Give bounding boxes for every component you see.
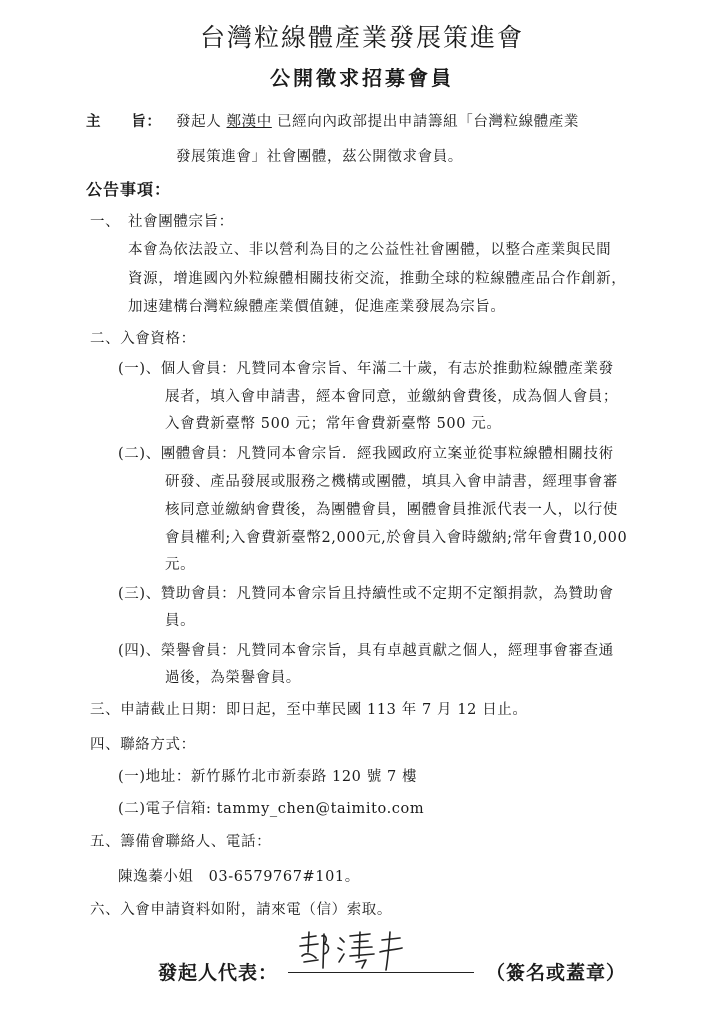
page-subtitle: 公開徵求招募會員 (270, 66, 454, 90)
member-type-line: 入會費新臺幣 500 元；常年會費新臺幣 500 元。 (165, 416, 502, 432)
notice-heading: 公告事項： (86, 180, 172, 199)
member-type-line: 員。 (165, 613, 196, 629)
contact-address: (一)地址：新竹縣竹北市新泰路 120 號 7 樓 (118, 769, 418, 785)
signature-note: （簽名或蓋章） (486, 962, 627, 984)
member-type-line: 核同意並繳納會費後，為團體會員，團體會員推派代表一人，以行使 (165, 502, 618, 518)
section-3-deadline: 三、申請截止日期：即日起，至中華民國 113 年 7 月 12 日止。 (90, 702, 528, 718)
member-type-line: 展者，填入會申請書，經本會同意，並繳納會費後，成為個人會員； (165, 389, 618, 405)
purpose-suffix: 已經向內政部提出申請籌組「台灣粒線體產業 (271, 114, 580, 130)
page-title: 台灣粒線體產業發展策進會 (199, 23, 524, 52)
member-type-line: 元。 (165, 557, 196, 573)
handwritten-signature (296, 928, 406, 972)
section-4-heading: 四、聯絡方式： (90, 737, 196, 753)
contact-person: 陳逸蓁小姐 03-6579767#101。 (118, 869, 360, 885)
section-1-line: 資源，增進國內外粒線體相關技術交流，推動全球的粒線體產品合作創新， (128, 271, 627, 287)
section-1-line: 加速建構台灣粒線體產業價值鏈，促進產業發展為宗旨。 (128, 299, 506, 315)
purpose-prefix: 發起人 (176, 114, 227, 130)
member-type-line: (二)、團體會員：凡贊同本會宗旨．經我國政府立案並從事粒線體相關技術 (118, 446, 614, 462)
purpose-label: 主 旨： (86, 113, 162, 130)
signature-line (288, 972, 474, 973)
contact-email: (二)電子信箱: tammy_chen@taimito.com (118, 801, 425, 817)
section-5-heading: 五、籌備會聯絡人、電話： (90, 834, 272, 850)
member-type-line: 過後，為榮譽會員。 (165, 670, 301, 686)
representative-label: 發起人代表： (158, 962, 279, 984)
member-type-line: 研發、產品發展或服務之機構或團體，填具入會申請書，經理事會審 (165, 474, 618, 490)
member-type-line: (一)、個人會員：凡贊同本會宗旨、年滿二十歲，有志於推動粒線體產業發 (118, 361, 614, 377)
section-6-note: 六、入會申請資料如附，請來電（信）索取。 (90, 902, 392, 918)
member-type-line: 會員權利;入會費新臺幣2,000元,於會員入會時繳納;常年會費10,000 (165, 530, 628, 546)
member-type-line: (三)、贊助會員：凡贊同本會宗旨且持續性或不定期不定額捐款，為贊助會 (118, 586, 614, 602)
purpose-line-1 (176, 110, 579, 131)
section-1-heading: 一、 社會團體宗旨： (90, 214, 234, 230)
purpose-line-2: 發展策進會」社會團體，茲公開徵求會員。 (176, 149, 463, 165)
section-1-line: 本會為依法設立、非以營利為目的之公益性社會團體，以整合產業與民間 (128, 242, 612, 258)
section-2-heading: 二、入會資格： (90, 331, 196, 347)
member-type-line: (四)、榮譽會員：凡贊同本會宗旨，具有卓越貢獻之個人，經理事會審查通 (118, 643, 614, 659)
founder-name: 鄭漢中 (226, 114, 272, 130)
